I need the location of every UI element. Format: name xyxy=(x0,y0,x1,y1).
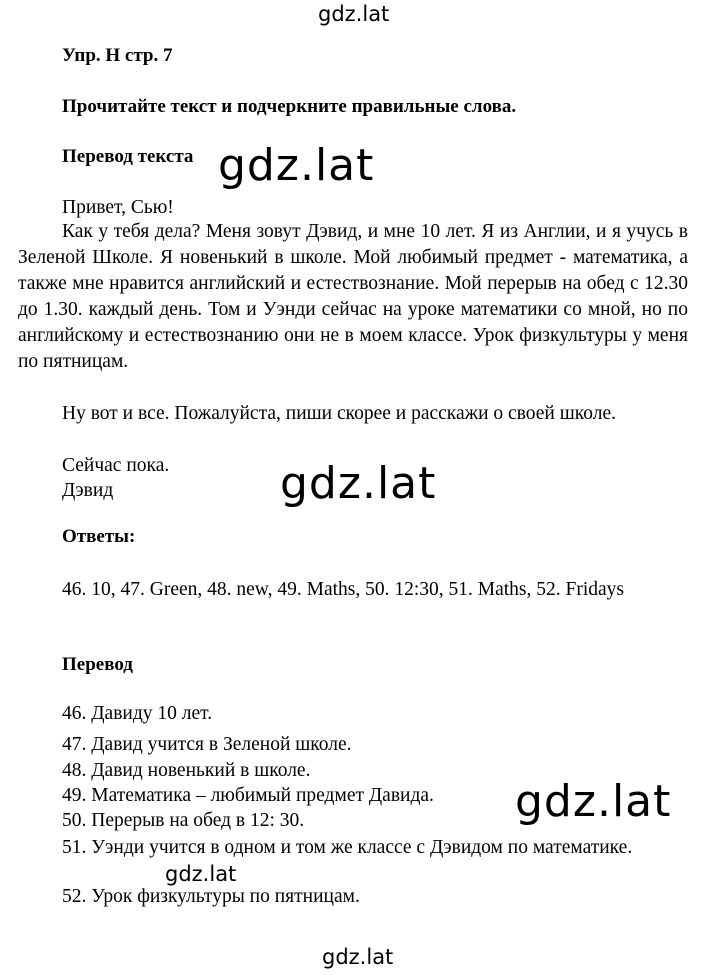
letter-closing: Сейчас пока. xyxy=(62,455,170,476)
watermark-large-2: gdz.lat xyxy=(280,458,437,509)
translation-title: Перевод текста xyxy=(62,146,194,167)
watermark-large-1: gdz.lat xyxy=(218,140,375,191)
letter-greeting: Привет, Сью! xyxy=(62,197,174,218)
watermark-top: gdz.lat xyxy=(318,2,390,26)
answer-translation-item-52: 52. Урок физкультуры по пятницам. xyxy=(62,886,360,907)
answer-translation-title: Перевод xyxy=(62,654,133,675)
watermark-bottom: gdz.lat xyxy=(322,945,394,969)
answer-translation-item-47: 47. Давид учится в Зеленой школе. xyxy=(62,734,352,755)
watermark-small-mid: gdz.lat xyxy=(165,862,237,886)
letter-paragraph-2: Ну вот и все. Пожалуйста, пиши скорее и расскажи о своей школе. xyxy=(62,403,616,424)
answer-translation-item-46: 46. Давиду 10 лет. xyxy=(62,703,213,724)
answers-text: 46. 10, 47. Green, 48. new, 49. Maths, 50. 12:30, 51. Maths, 52. Fridays xyxy=(62,579,625,600)
answer-translation-item-49: 49. Математика – любимый предмет Давида. xyxy=(62,785,434,806)
answers-title: Ответы: xyxy=(62,526,136,547)
answer-translation-item-51: 51. Уэнди учится в одном и том же классе с Дэвидом по математике. xyxy=(62,837,633,858)
watermark-large-3: gdz.lat xyxy=(515,776,672,827)
task-instruction: Прочитайте текст и подчеркните правильные слова. xyxy=(62,96,517,117)
letter-signature: Дэвид xyxy=(62,480,114,501)
answer-translation-item-50: 50. Перерыв на обед в 12: 30. xyxy=(62,810,305,831)
answer-translation-item-48: 48. Давид новенький в школе. xyxy=(62,760,311,781)
exercise-title: Упр. H стр. 7 xyxy=(62,45,173,66)
letter-paragraph-1: Как у тебя дела? Меня зовут Дэвид, и мне 10 лет. Я из Англии, и я учусь в Зеленой Школе. Я новенький в школе. Мой любимый предмет - математика, а также мне нравится английский и естествознание. Мой перерыв на обед с 12.30 до 1.30. каждый день. Том и Уэнди сейчас на уроке математики со мной, но по английскому и естествознанию они не в моем классе. Урок физкультуры у меня по пятницам. xyxy=(18,221,688,372)
